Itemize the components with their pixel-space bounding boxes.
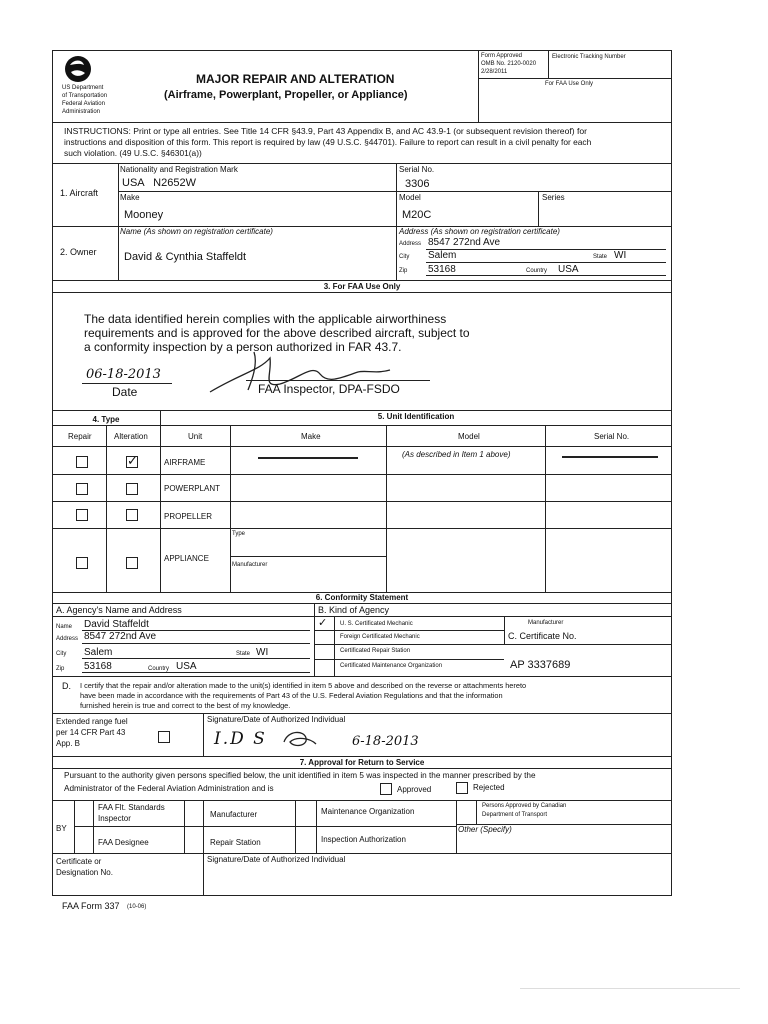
make-label: Make [120,193,140,202]
owner-country-field[interactable]: USA [558,264,579,275]
owner-zip-field[interactable]: 53168 [428,264,456,275]
col-unit: Unit [188,432,203,441]
by-label: BY [56,824,67,833]
state-label: State [593,254,608,260]
certificate-label: C. Certificate No. [508,631,577,641]
agency-address-field[interactable]: 8547 272nd Ave [84,631,157,642]
agency-line: Administration [62,109,101,115]
approval-signature-field[interactable] [205,866,671,895]
ext-range-label: App. B [56,739,81,748]
series-label: Series [542,193,565,202]
cert-designation-label: Certificate or [56,857,102,866]
make-field[interactable]: Mooney [124,209,164,221]
cert-designation-label: Designation No. [56,868,113,877]
faa-use-label: For FAA Use Only [545,81,594,87]
faa-statement: a conformity inspection by a person authorized in FAR 43.7. [84,340,402,354]
country-label: Country [148,666,170,672]
kind-repair-station: Certificated Repair Station [340,648,411,654]
owner-name-label: Name (As shown on registration certificate) [120,227,273,236]
agency-state-field[interactable]: WI [256,647,269,658]
ext-range-checkbox[interactable] [158,731,170,743]
certification-letter: D. [62,681,71,691]
faa-flt-label: Inspector [98,814,131,823]
address-label: Address [399,241,422,247]
address-label: Address [56,636,79,642]
faa-statement: The data identified herein complies with the applicable airworthiness [84,312,447,326]
agency-line: US Department [62,85,104,91]
repair-station-label: Repair Station [210,838,261,847]
repair-station-checkbox[interactable] [185,827,202,852]
instructions-line: instructions and disposition of this form. This report is required by law (49 U.S.C. §44701). Failure to report can result in a civil penalty for each [64,137,592,147]
kind-foreign-mechanic: Foreign Certificated Mechanic [340,634,420,640]
col-make: Make [301,432,321,441]
owner-address-label: Address (As shown on registration certificate) [399,227,560,236]
instructions-line: INSTRUCTIONS: Print or type all entries. See Title 14 CFR §43.9, Part 43 Appendix B, and AC 43.9-1 (or subsequent revision thereof) for [64,126,588,136]
appliance-manufacturer-label: Manufacturer [232,562,268,568]
agency-country-field[interactable]: USA [176,661,197,672]
canada-label: Department of Transport [482,812,548,818]
conformity-signature-date[interactable]: 6-18-2013 [352,734,419,749]
state-label: State [236,651,251,657]
kind-manufacturer: Manufacturer [528,620,564,626]
faa-flt-checkbox[interactable] [75,801,92,825]
agency-city-field[interactable]: Salem [84,647,113,658]
approved-label: Approved [397,785,432,794]
conformity-signature-field[interactable]: I.D S [214,729,267,749]
omb-date: 2/28/2011 [481,69,508,75]
zip-label: Zip [56,666,65,672]
inspection-auth-label: Inspection Authorization [321,835,406,844]
city-label: City [399,254,410,260]
maint-org-label: Maintenance Organization [321,807,415,816]
agency-name-label: A. Agency's Name and Address [56,605,182,615]
agency-zip-field[interactable]: 53168 [84,661,112,672]
faa-use-section-label: 3. For FAA Use Only [323,282,401,291]
col-model: Model [458,432,480,441]
faa-designee-checkbox[interactable] [75,827,92,852]
certification-text: furnished herein is true and correct to the best of my knowledge. [80,701,291,710]
unit-propeller: PROPELLER [164,512,213,521]
agency-line: Federal Aviation [62,101,105,107]
airframe-model: (As described in Item 1 above) [402,450,511,459]
col-serial: Serial No. [594,432,630,441]
dot-logo-icon [64,55,92,83]
unit-appliance: APPLIANCE [164,554,209,563]
nat-label: Nationality and Registration Mark [120,165,238,174]
signature-flourish-icon [280,728,320,750]
other-label: Other (Specify) [458,825,512,834]
kind-us-mechanic: U. S. Certificated Mechanic [340,621,413,627]
airframe-repair-checkbox[interactable] [76,456,88,468]
manufacturer-checkbox[interactable] [185,801,202,825]
ext-range-label: per 14 CFR Part 43 [56,728,126,737]
serial-field[interactable]: 3306 [405,178,430,190]
conformity-label: 6. Conformity Statement [315,593,409,602]
inspection-auth-checkbox[interactable] [296,827,315,852]
city-label: City [56,651,67,657]
approval-label: 7. Approval for Return to Service [299,758,425,767]
ext-range-label: Extended range fuel [56,717,128,726]
airframe-alteration-checkbox[interactable]: ✓ [127,453,138,468]
unit-powerplant: POWERPLANT [164,484,221,493]
aircraft-label: 1. Aircraft [60,188,99,198]
owner-address-field[interactable]: 8547 272nd Ave [428,237,501,248]
form-revision: (10-06) [127,904,147,910]
appliance-alteration-checkbox[interactable] [126,557,138,569]
rejected-checkbox[interactable] [456,782,468,794]
col-alteration: Alteration [114,432,148,441]
powerplant-alteration-checkbox[interactable] [126,483,138,495]
appliance-type-label: Type [232,531,246,537]
owner-name-field[interactable]: David & Cynthia Staffeldt [124,251,247,263]
omb-number: OMB No. 2120-0020 [481,61,537,67]
powerplant-repair-checkbox[interactable] [76,483,88,495]
maint-org-checkbox[interactable] [296,801,315,825]
rejected-label: Rejected [473,783,505,792]
type-label: 4. Type [92,415,120,424]
approval-signature-label: Signature/Date of Authorized Individual [207,855,346,864]
appliance-repair-checkbox[interactable] [76,557,88,569]
faa-date-field[interactable]: 06-18-2013 [86,367,161,382]
col-repair: Repair [68,432,92,441]
agency-line: of Transportation [62,93,108,99]
model-label: Model [399,193,421,202]
certificate-number-field[interactable]: AP 3337689 [510,659,571,671]
unit-airframe: AIRFRAME [164,458,206,467]
certification-text: I certify that the repair and/or alteration made to the unit(s) identified in item 5 above and described on the reverse or attachments hereto [80,681,527,690]
certification-text: have been made in accordance with the requirements of Part 43 of the U.S. Federal Aviation Regulations and that the information [80,691,503,700]
canada-checkbox[interactable] [457,801,475,823]
name-label: Name [56,624,73,630]
registration-mark-field[interactable]: USA N2652W [122,177,196,189]
form-number: FAA Form 337 [62,901,120,911]
propeller-alteration-checkbox[interactable] [126,509,138,521]
owner-state-field[interactable]: WI [614,250,627,261]
owner-label: 2. Owner [60,247,97,257]
approval-text: Administrator of the Federal Aviation Administration and is [64,784,274,793]
propeller-repair-checkbox[interactable] [76,509,88,521]
approval-text: Pursuant to the authority given persons specified below, the unit identified in item 5 was inspected in the manner prescribed by the [64,771,536,780]
us-mechanic-check[interactable]: ✓ [318,617,328,629]
faa-statement: requirements and is approved for the above described aircraft, subject to [84,326,470,340]
faa-date-label: Date [112,385,138,399]
signature-label: Signature/Date of Authorized Individual [207,715,346,724]
instructions-line: such violation. (49 U.S.C. §46301(a)) [64,148,202,158]
serial-label: Serial No. [399,165,435,174]
owner-city-field[interactable]: Salem [428,250,457,261]
unit-identification-label: 5. Unit Identification [377,412,455,421]
model-field[interactable]: M20C [402,209,432,221]
agency-name-field[interactable]: David Staffeldt [84,619,149,630]
faa-use-field[interactable] [479,88,671,121]
country-label: Country [526,268,548,274]
form-title: MAJOR REPAIR AND ALTERATION [196,72,395,86]
kind-maintenance-org: Certificated Maintenance Organization [340,663,443,669]
faa-inspector-label: FAA Inspector, DPA-FSDO [258,382,400,396]
approved-checkbox[interactable] [380,783,392,795]
canada-label: Persons Approved by Canadian [482,803,567,809]
faa-flt-label: FAA Flt. Standards [98,803,165,812]
form-subtitle: (Airframe, Powerplant, Propeller, or Appliance) [164,89,408,101]
manufacturer-label: Manufacturer [210,810,258,819]
zip-label: Zip [399,268,408,274]
kind-agency-label: B. Kind of Agency [318,605,390,615]
form-approved: Form Approved [481,53,523,59]
faa-designee-label: FAA Designee [98,838,149,847]
tracking-label: Electronic Tracking Number [552,54,626,60]
